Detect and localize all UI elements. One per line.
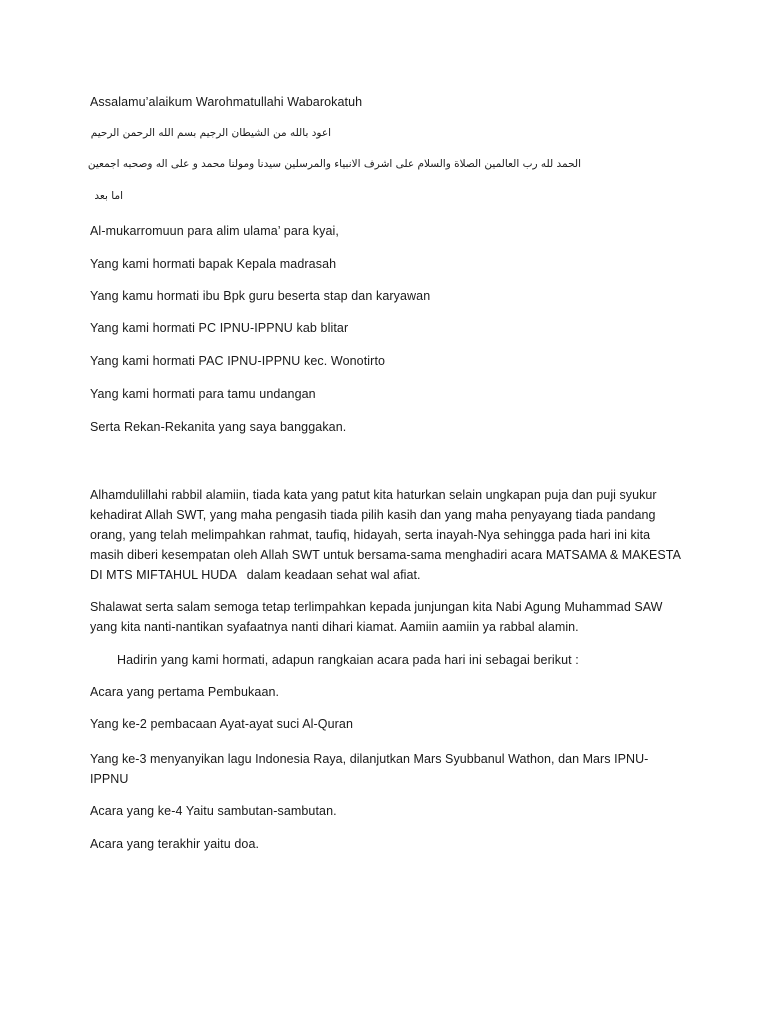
shalawat-paragraph	[90, 597, 680, 637]
paragraph-line: IPPNU	[90, 772, 129, 786]
paragraph-line: yang kita nanti-nantikan syafaatnya nanti dihari kiamat. Aamiin aamiin ya rabbal alamin.	[90, 620, 579, 634]
arabic-taawudh-line: اعود بالله من الشيطان الرجيم بسم الله الرحمن الرحيم	[90, 127, 331, 139]
opening-paragraph	[90, 485, 680, 585]
greeting-line: Assalamu’alaikum Warohmatullahi Wabarokatuh	[90, 95, 363, 109]
paragraph-line: kehadirat Allah SWT, yang maha pengasih tiada pilih kasih dan yang maha penyayang tiada pandang	[90, 508, 656, 522]
paragraph-line: DI MTS MIFTAHUL HUDA dalam keadaan sehat wal afiat.	[90, 568, 421, 582]
salutation-tamu: Yang kami hormati para tamu undangan	[90, 387, 316, 401]
paragraph-line: Alhamdulillahi rabbil alamiin, tiada kata yang patut kita haturkan selain ungkapan puja dan puji syukur	[90, 488, 657, 502]
paragraph-line: Shalawat serta salam semoga tetap terlimpahkan kepada junjungan kita Nabi Agung Muhammad SAW	[90, 600, 663, 614]
agenda-item-3	[90, 749, 680, 789]
salutation-pc-ipnu: Yang kami hormati PC IPNU-IPPNU kab blitar	[90, 321, 349, 335]
paragraph-line: orang, yang telah melimpahkan rahmat, taufiq, hidayah, serta inayah-Nya sehingga pada hari ini kita	[90, 528, 651, 542]
agenda-intro: Hadirin yang kami hormati, adapun rangkaian acara pada hari ini sebagai berikut :	[117, 653, 579, 667]
salutation-ulama: Al-mukarromuun para alim ulama’ para kyai,	[90, 224, 339, 238]
agenda-item-1: Acara yang pertama Pembukaan.	[90, 685, 280, 699]
salutation-pac-ipnu: Yang kami hormati PAC IPNU-IPPNU kec. Wonotirto	[90, 354, 386, 368]
agenda-item-2: Yang ke-2 pembacaan Ayat-ayat suci Al-Quran	[90, 717, 354, 731]
paragraph-line: masih diberi kesempatan oleh Allah SWT untuk bersama-sama menghadiri acara MATSAMA & MAKESTA	[90, 548, 681, 562]
arabic-hamdalah-line: الحمد لله رب العالمين الصلاة والسلام على اشرف الانبياء والمرسلين سيدنا ومولنا محمد و على اله وصحبه اجمعين	[87, 158, 581, 170]
arabic-amma-bad-line: اما بعد	[94, 190, 123, 202]
salutation-rekan: Serta Rekan-Rekanita yang saya banggakan.	[90, 420, 347, 434]
salutation-guru: Yang kamu hormati ibu Bpk guru beserta stap dan karyawan	[90, 289, 431, 303]
salutation-kepala-madrasah: Yang kami hormati bapak Kepala madrasah	[90, 257, 337, 271]
paragraph-line: Yang ke-3 menyanyikan lagu Indonesia Raya, dilanjutkan Mars Syubbanul Wathon, dan Mars IPNU-	[90, 752, 649, 766]
agenda-item-5: Acara yang terakhir yaitu doa.	[90, 837, 260, 851]
agenda-item-4: Acara yang ke-4 Yaitu sambutan-sambutan.	[90, 804, 337, 818]
